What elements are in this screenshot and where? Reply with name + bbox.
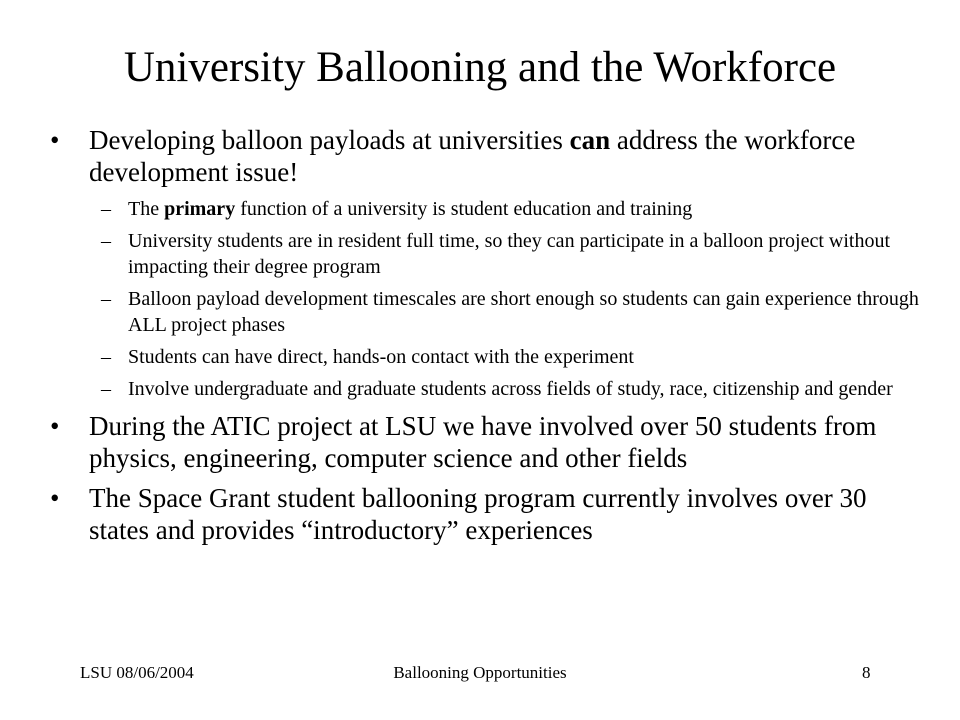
bullet-emphasis: can bbox=[569, 125, 611, 155]
dash-marker: – bbox=[101, 198, 111, 220]
sub-bullet-education bbox=[97, 196, 928, 222]
sub-bullet-list bbox=[48, 196, 928, 402]
dash-marker: – bbox=[101, 346, 111, 368]
dash-marker: – bbox=[101, 288, 111, 310]
bullet-text: Developing balloon payloads at universities bbox=[89, 125, 570, 155]
sub-bullet-text: Involve undergraduate and graduate students across fields of study, race, citizenship and gender bbox=[128, 378, 893, 400]
slide-title: University Ballooning and the Workforce bbox=[123, 44, 837, 91]
bullet-space-grant bbox=[48, 482, 928, 546]
sub-bullet-text: Balloon payload development timescales are short enough so students can gain experience through ALL project phases bbox=[128, 288, 919, 336]
sub-bullet-text: Students can have direct, hands-on contact with the experiment bbox=[128, 346, 634, 368]
footer-title: Ballooning Opportunities bbox=[393, 663, 567, 682]
sub-bullet-text: The bbox=[128, 198, 165, 220]
sub-bullet-emphasis: primary bbox=[164, 198, 236, 220]
sub-bullet-text: University students are in resident full time, so they can participate in a balloon project without impacting their degree program bbox=[128, 230, 891, 278]
bullet-text: During the ATIC project at LSU we have involved over 50 students from physics, engineering, computer science and other fields bbox=[89, 411, 877, 473]
sub-bullet-resident bbox=[97, 228, 928, 280]
bullet-text: address the workforce development issue! bbox=[89, 125, 856, 187]
dash-marker: – bbox=[101, 230, 111, 252]
bullet-marker: • bbox=[50, 125, 60, 155]
page-number: 8 bbox=[862, 663, 871, 682]
bullet-workforce bbox=[48, 124, 928, 188]
bullet-marker: • bbox=[50, 411, 60, 441]
sub-bullet-timescales bbox=[97, 286, 928, 338]
bullet-text: The Space Grant student ballooning program currently involves over 30 states and provides “introductory” experiences bbox=[89, 483, 867, 545]
sub-bullet-hands-on bbox=[97, 344, 928, 370]
sub-bullet-diversity bbox=[97, 376, 928, 402]
bullet-marker: • bbox=[50, 483, 60, 513]
dash-marker: – bbox=[101, 378, 111, 400]
slide-body bbox=[48, 124, 928, 554]
sub-bullet-text: function of a university is student education and training bbox=[235, 198, 693, 220]
bullet-atic bbox=[48, 410, 928, 474]
footer-date: LSU 08/06/2004 bbox=[80, 663, 194, 682]
